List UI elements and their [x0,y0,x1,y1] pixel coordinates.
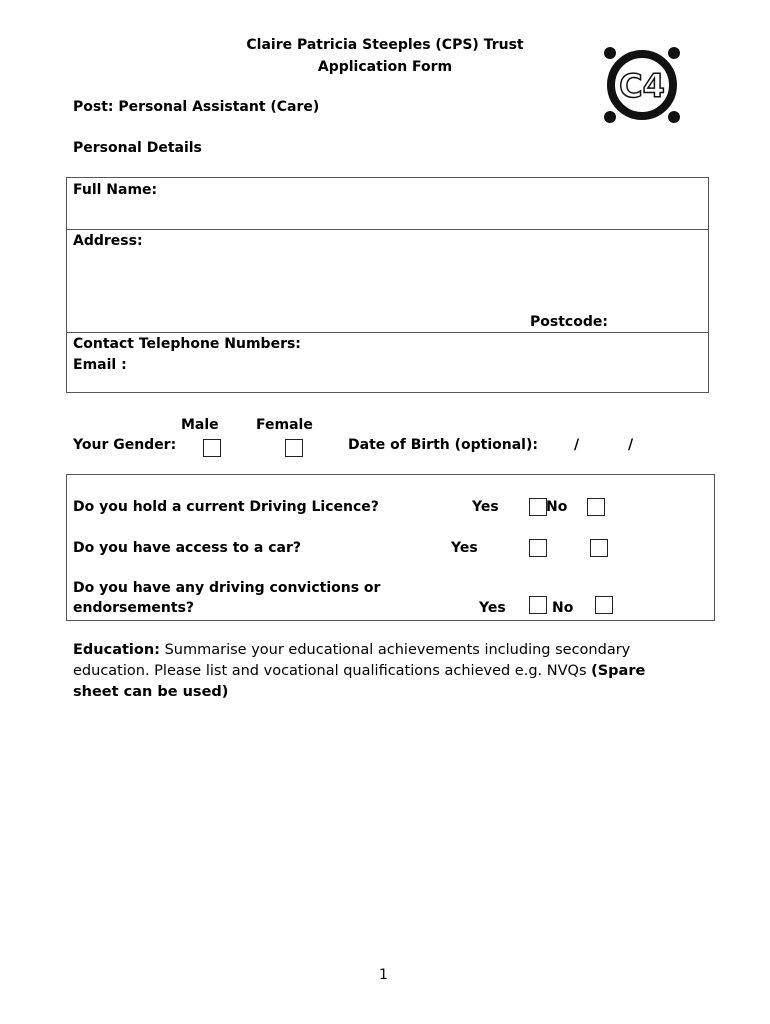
email-field[interactable]: Email : [73,357,127,373]
form-title: Claire Patricia Steeples (CPS) Trust [246,37,524,53]
licence-no-label: No [546,499,568,515]
personal-details-box [66,177,709,393]
dob-separator: / [574,437,580,453]
licence-yes-label: Yes [472,499,499,515]
page-number: 1 [379,967,388,983]
convictions-no-label: No [552,600,574,616]
education-note: (Spare sheet can be used) [73,663,646,700]
car-access-question: Do you have access to a car? [73,540,301,556]
phone-field[interactable]: Contact Telephone Numbers: [73,336,301,352]
divider [66,229,709,230]
cps-trust-logo [600,45,684,125]
address-field[interactable]: Address: [73,233,143,249]
male-label: Male [181,417,219,433]
education-label: Education: [73,642,160,658]
section-personal-details: Personal Details [73,140,202,156]
education-text: Summarise your educational achievements including secondary education. Please list and vocational qualifications achieved e.g. NVQs [73,642,631,679]
form-subtitle: Application Form [317,59,453,75]
car-yes-checkbox[interactable] [529,539,547,557]
full-name-field[interactable]: Full Name: [73,182,158,198]
convictions-yes-checkbox[interactable] [529,596,547,614]
post-title: Post: Personal Assistant (Care) [73,99,320,115]
divider [66,332,709,333]
convictions-no-checkbox[interactable] [595,596,613,614]
convictions-question: Do you have any driving convictions or [73,580,381,596]
gender-label: Your Gender: [73,437,177,453]
dob-separator: / [628,437,634,453]
female-label: Female [256,417,313,433]
postcode-field[interactable]: Postcode: [530,314,608,330]
dob-field[interactable]: Date of Birth (optional): [348,437,538,453]
convictions-question-cont: endorsements? [73,600,195,616]
logo-lettering: C4 [619,67,665,105]
car-yes-label: Yes [451,540,478,556]
car-no-checkbox[interactable] [590,539,608,557]
male-checkbox[interactable] [203,439,221,457]
education-instructions [73,640,693,703]
female-checkbox[interactable] [285,439,303,457]
convictions-yes-label: Yes [479,600,506,616]
licence-yes-checkbox[interactable] [529,498,547,516]
driving-licence-question: Do you hold a current Driving Licence? [73,499,379,515]
licence-no-checkbox[interactable] [587,498,605,516]
